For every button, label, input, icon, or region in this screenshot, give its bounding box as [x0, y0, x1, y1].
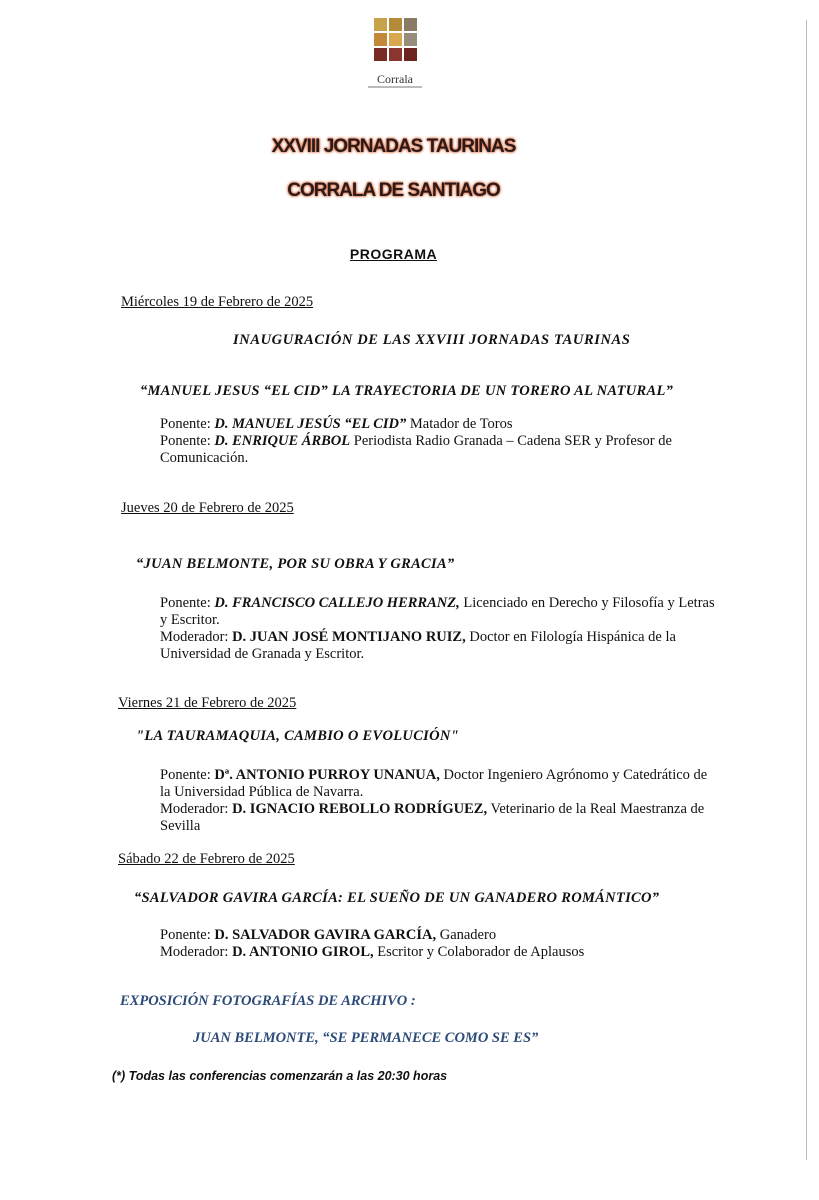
logo-tile — [374, 48, 387, 61]
speaker-line: Ponente: D. SALVADOR GAVIRA GARCÍA, Ganadero — [160, 927, 497, 943]
speaker-line: Moderador: D. IGNACIO REBOLLO RODRÍGUEZ, Veterinario de la Real Maestranza de Sevilla — [160, 801, 705, 834]
logo-tile — [404, 18, 417, 31]
speaker-line: Ponente: D. ENRIQUE ÁRBOL Periodista Radio Granada – Cadena SER y Profesor de Comunicación. — [160, 433, 672, 466]
date-day-2: Jueves 20 de Febrero de 2025 — [121, 500, 294, 516]
programa-heading: PROGRAMA — [349, 246, 438, 262]
speaker-line: Moderador: D. ANTONIO GIROL, Escritor y Colaborador de Aplausos — [160, 944, 585, 960]
logo-tile — [389, 18, 402, 31]
title-line-1: XXVIII JORNADAS TAURINAS — [271, 136, 516, 157]
talk-title-day-2: “JUAN BELMONTE, POR SU OBRA Y GRACIA” — [136, 556, 455, 572]
speaker-line: Ponente: D. FRANCISCO CALLEJO HERRANZ, Licenciado en Derecho y Filosofía y Letras y Escritor. — [160, 595, 715, 628]
page-edge — [806, 20, 807, 1160]
date-day-3: Viernes 21 de Febrero de 2025 — [118, 695, 297, 711]
logo-underline — [368, 86, 422, 88]
logo-tile — [389, 33, 402, 46]
logo-tile — [374, 18, 387, 31]
logo-tile — [404, 33, 417, 46]
speaker-line: Ponente: Dª. ANTONIO PURROY UNANUA, Doctor Ingeniero Agrónomo y Catedrático de la Universidad Pública de Navarra. — [160, 767, 708, 800]
exhibition-label: EXPOSICIÓN FOTOGRAFÍAS DE ARCHIVO : — [120, 993, 416, 1009]
corrala-logo — [372, 18, 418, 61]
date-day-4: Sábado 22 de Febrero de 2025 — [118, 851, 295, 867]
speaker-line: Ponente: D. MANUEL JESÚS “EL CID” Matador de Toros — [160, 416, 513, 432]
footnote: (*) Todas las conferencias comenzarán a las 20:30 horas — [112, 1069, 448, 1083]
speaker-line: Moderador: D. JUAN JOSÉ MONTIJANO RUIZ, Doctor en Filología Hispánica de la Universidad de Granada y Escritor. — [160, 629, 676, 662]
talk-title-day-4: “SALVADOR GAVIRA GARCÍA: EL SUEÑO DE UN GANADERO ROMÁNTICO” — [134, 890, 660, 906]
logo-tile — [374, 33, 387, 46]
inauguration-title: INAUGURACIÓN DE LAS XXVIII JORNADAS TAURINAS — [233, 332, 631, 348]
exhibition-title: JUAN BELMONTE, “SE PERMANECE COMO SE ES” — [193, 1030, 539, 1046]
talk-title-day-3: "LA TAURAMAQUIA, CAMBIO O EVOLUCIÓN" — [136, 728, 460, 744]
logo-text: Corrala — [377, 72, 413, 86]
date-day-1: Miércoles 19 de Febrero de 2025 — [121, 294, 314, 310]
logo-tile — [389, 48, 402, 61]
talk-title-day-1: “MANUEL JESUS “EL CID” LA TRAYECTORIA DE UN TORERO AL NATURAL” — [140, 383, 674, 399]
title-line-2: CORRALA DE SANTIAGO — [287, 180, 500, 201]
logo-tile — [404, 48, 417, 61]
